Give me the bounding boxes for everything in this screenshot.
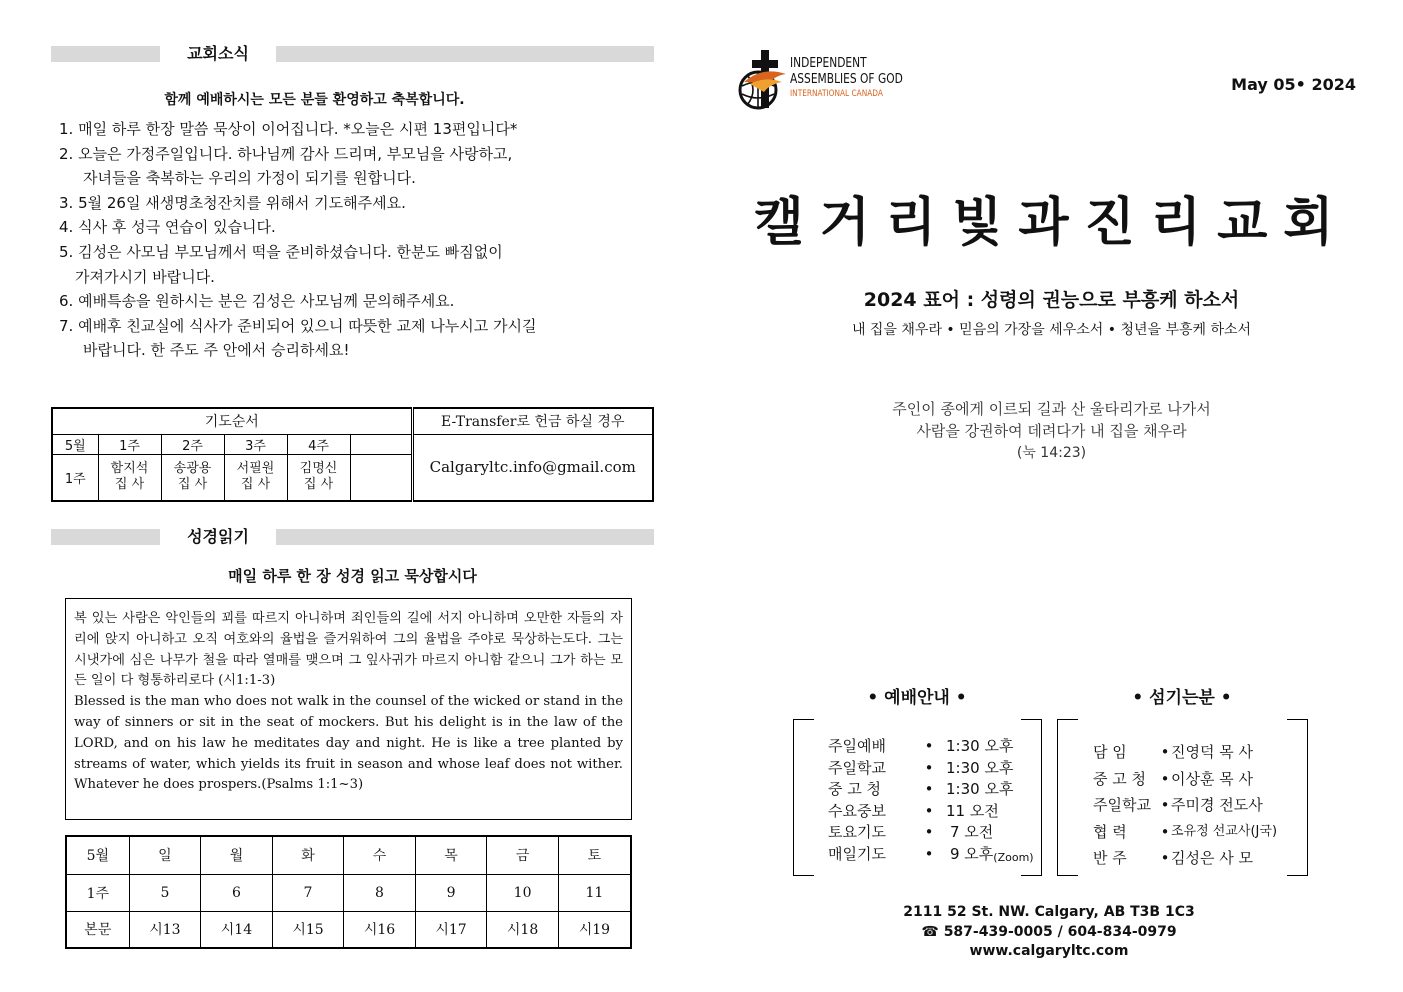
prayer-empty-cell xyxy=(350,454,412,501)
service-name: 매일기도 xyxy=(828,844,886,863)
news-item: 1. 매일 하루 한장 말씀 묵상이 이어집니다. *오늘은 시편 13편입니다* xyxy=(59,120,518,138)
reading-section-title: 성경읽기 xyxy=(160,527,276,547)
news-list xyxy=(59,117,536,363)
verse-line2: 사람을 강권하여 데려다가 내 집을 채우라 xyxy=(916,422,1187,440)
service-row xyxy=(828,844,1034,869)
news-item: 5. 김성은 사모님 부모님께서 떡을 준비하셨습니다. 한분도 빠짐없이 xyxy=(59,242,503,261)
etransfer-email: Calgaryltc.info@gmail.com xyxy=(412,434,653,501)
verse-line1: 주인이 종에게 이르되 길과 산 울타리가로 나가서 xyxy=(892,400,1211,418)
service-row xyxy=(828,758,1034,780)
news-item: 자녀들을 축복하는 우리의 가정이 되기를 원합니다. xyxy=(83,169,416,188)
prayer-person-title: 집 사 xyxy=(240,477,271,493)
staff-person: 조유정 선교사(J국) xyxy=(1171,823,1278,839)
prayer-person-name: 김명신 xyxy=(299,461,338,477)
cal-text-cell: 시19 xyxy=(558,911,631,948)
staff-person: 이상훈 목 사 xyxy=(1171,769,1253,788)
prayer-order-title: 기도순서 xyxy=(52,408,412,434)
reading-subtitle: 매일 하루 한 장 성경 읽고 묵상합시다 xyxy=(228,567,477,585)
staff-role: 협 력 xyxy=(1093,822,1127,841)
service-name: 주일예배 xyxy=(828,737,886,755)
prayer-person-title: 집 사 xyxy=(114,477,145,493)
staff-person: 주미경 전도사 xyxy=(1171,796,1263,815)
news-item: 2. 오늘은 가정주일입니다. 하나님께 감사 드리며, 부모님을 사랑하고, xyxy=(59,144,513,163)
etransfer-title: E-Transfer로 헌금 하실 경우 xyxy=(412,408,653,434)
bracket-corner xyxy=(1287,719,1307,720)
services-list xyxy=(828,736,1034,869)
service-row xyxy=(828,779,1034,801)
prayer-person-name: 서필원 xyxy=(236,461,275,477)
staff-list xyxy=(1093,739,1277,872)
service-note: (Zoom) xyxy=(993,850,1034,864)
news-item: 4. 식사 후 성극 연습이 있습니다. xyxy=(59,218,276,237)
staff-role: 주일학교 xyxy=(1093,796,1151,815)
service-time: 1:30 오후 xyxy=(946,780,1014,799)
prayer-person-title: 집 사 xyxy=(177,477,208,493)
cal-text-cell: 본문 xyxy=(66,911,129,948)
cal-header-cell: 일 xyxy=(129,836,201,874)
news-item: 바랍니다. 한 주도 주 안에서 승리하세요! xyxy=(83,341,350,360)
staff-row xyxy=(1093,739,1277,766)
bracket-corner xyxy=(1058,719,1078,720)
prayer-person-name: 송광용 xyxy=(173,461,212,477)
staff-role: 중 고 청 xyxy=(1093,769,1147,788)
cal-header-cell: 수 xyxy=(344,836,416,874)
bracket-corner xyxy=(1021,719,1041,720)
prayer-schedule-table xyxy=(51,407,654,502)
church-phone: ☎ 587-439-0005 / 604-834-0979 xyxy=(921,924,1177,940)
prayer-person-name: 함지석 xyxy=(110,461,149,477)
prayer-row-label: 1주 xyxy=(52,454,98,501)
separator-dot: • xyxy=(924,780,934,799)
cal-text-cell: 시17 xyxy=(415,911,487,948)
separator-dot: • xyxy=(924,737,934,755)
services-box xyxy=(793,719,1042,876)
separator-dot: • xyxy=(1160,769,1170,788)
staff-row xyxy=(1093,792,1277,819)
logo-line3: INTERNATIONAL CANADA xyxy=(790,89,883,99)
staff-role: 반 주 xyxy=(1093,849,1127,868)
news-header-bar xyxy=(51,46,654,62)
yearly-motto: 2024 표어 : 성령의 권능으로 부흥케 하소서 xyxy=(863,289,1240,311)
cal-text-cell: 시16 xyxy=(344,911,416,948)
prayer-empty-cell xyxy=(350,434,412,454)
prayer-person xyxy=(98,454,161,501)
cal-text-cell: 시15 xyxy=(272,911,344,948)
service-name: 토요기도 xyxy=(828,823,886,842)
prayer-person xyxy=(161,454,224,501)
bracket-corner xyxy=(1287,875,1307,876)
prayer-person-title: 집 사 xyxy=(303,477,334,493)
service-row xyxy=(828,801,1034,823)
bible-verse-box xyxy=(65,598,632,820)
motto-subtitle: 내 집을 채우라 • 믿음의 가장을 세우소서 • 청년을 부흥케 하소서 xyxy=(851,322,1252,338)
staff-title: • 섬기는분 • xyxy=(1132,688,1232,708)
cal-date-cell: 9 xyxy=(415,874,487,911)
news-item: 6. 예배특송을 원하시는 분은 김성은 사모님께 문의해주세요. xyxy=(59,292,455,311)
church-website[interactable]: www.calgaryltc.com xyxy=(969,943,1129,959)
service-time: 1:30 오후 xyxy=(946,737,1014,755)
staff-person: 진영덕 목 사 xyxy=(1171,743,1253,761)
prayer-week-header: 3주 xyxy=(224,434,287,454)
service-name: 수요중보 xyxy=(828,801,886,820)
cal-date-cell: 8 xyxy=(344,874,416,911)
separator-dot: • xyxy=(924,823,934,842)
staff-row xyxy=(1093,766,1277,793)
cal-date-cell: 10 xyxy=(487,874,559,911)
separator-dot: • xyxy=(1160,849,1170,868)
reading-calendar-table xyxy=(65,835,632,949)
cal-text-cell: 시14 xyxy=(201,911,273,948)
logo-line1: INDEPENDENT xyxy=(790,56,867,71)
cal-text-cell: 시18 xyxy=(487,911,559,948)
prayer-week-header: 2주 xyxy=(161,434,224,454)
cal-date-cell: 11 xyxy=(558,874,631,911)
welcome-message: 함께 예배하시는 모든 분들 환영하고 축복합니다. xyxy=(164,92,465,108)
prayer-week-header: 1주 xyxy=(98,434,161,454)
cal-header-cell: 토 xyxy=(558,836,631,874)
cal-date-cell: 7 xyxy=(272,874,344,911)
service-name: 중 고 청 xyxy=(828,780,882,799)
service-name: 주일학교 xyxy=(828,758,886,777)
bulletin-date: May 05• 2024 xyxy=(1231,75,1356,94)
bracket-corner xyxy=(794,719,814,720)
reading-header-bar xyxy=(51,529,654,545)
news-item: 7. 예배후 친교실에 식사가 준비되어 있으니 따뜻한 교제 나누시고 가시길 xyxy=(59,316,537,335)
cal-date-cell: 1주 xyxy=(66,874,129,911)
cal-date-cell: 5 xyxy=(129,874,201,911)
cal-header-cell: 5월 xyxy=(66,836,129,874)
service-time: 1:30 오후 xyxy=(946,758,1014,777)
separator-dot: • xyxy=(924,801,934,820)
cal-header-cell: 금 xyxy=(487,836,559,874)
staff-role: 담 임 xyxy=(1093,743,1127,761)
church-logo-icon xyxy=(736,48,792,110)
separator-dot: • xyxy=(1160,743,1170,761)
service-time: 11 오전 xyxy=(946,801,999,820)
prayer-person xyxy=(287,454,350,501)
service-row xyxy=(828,736,1034,758)
news-item: 3. 5월 26일 새생명초청잔치를 위해서 기도해주세요. xyxy=(59,193,406,212)
news-item: 가져가시기 바랍니다. xyxy=(75,267,215,286)
separator-dot: • xyxy=(1160,822,1170,841)
bracket-corner xyxy=(794,875,814,876)
news-section-title: 교회소식 xyxy=(160,44,276,64)
prayer-person xyxy=(224,454,287,501)
staff-row xyxy=(1093,819,1277,846)
services-title: • 예배안내 • xyxy=(867,688,967,708)
service-time: 7 오전 xyxy=(950,823,994,842)
church-address: 2111 52 St. NW. Calgary, AB T3B 1C3 xyxy=(903,904,1195,920)
prayer-week-header: 4주 xyxy=(287,434,350,454)
church-name-title: 캘거리빛과진리교회 xyxy=(753,193,1350,253)
cal-header-cell: 월 xyxy=(201,836,273,874)
separator-dot: • xyxy=(924,844,934,863)
cal-header-cell: 화 xyxy=(272,836,344,874)
bracket-corner xyxy=(1021,875,1041,876)
cal-text-cell: 시13 xyxy=(129,911,201,948)
bracket-corner xyxy=(1058,875,1078,876)
verse-reference: (눅 14:23) xyxy=(1016,445,1087,461)
prayer-month: 5월 xyxy=(52,434,98,454)
separator-dot: • xyxy=(924,758,934,777)
separator-dot: • xyxy=(1160,796,1170,815)
service-time: 9 오후 xyxy=(950,844,994,863)
logo-line2: ASSEMBLIES OF GOD xyxy=(790,72,903,87)
staff-row xyxy=(1093,845,1277,872)
staff-person: 김성은 사 모 xyxy=(1171,849,1253,868)
verse-english: Blessed is the man who does not walk in the counsel of the wicked or stand in the way of sinners or sit in the seat of mockers. But his delight is in the law of the LORD, and on his law he meditates day and night. He is like a tree planted by streams of water, which yields its fruit in season and whose leaf does not wither. Whatever he does prospers.(Psalms 1:1~3) xyxy=(74,694,623,793)
staff-box xyxy=(1057,719,1308,876)
verse-korean: 복 있는 사람은 악인들의 꾀를 따르지 아니하며 죄인들의 길에 서지 아니하며 오만한 자들의 자리에 앉지 아니하고 오직 여호와의 율법을 즐거워하여 그의 율법을 주야로 묵상하는도다. 그는 시냇가에 심은 나무가 철을 따라 열매를 맺으며 그 잎사귀가 마르지 아니함 같으니 그가 하는 모든 일이 다 형통하리로다 (시1:1-3) xyxy=(74,611,623,689)
service-row xyxy=(828,822,1034,844)
cal-header-cell: 목 xyxy=(415,836,487,874)
cal-date-cell: 6 xyxy=(201,874,273,911)
